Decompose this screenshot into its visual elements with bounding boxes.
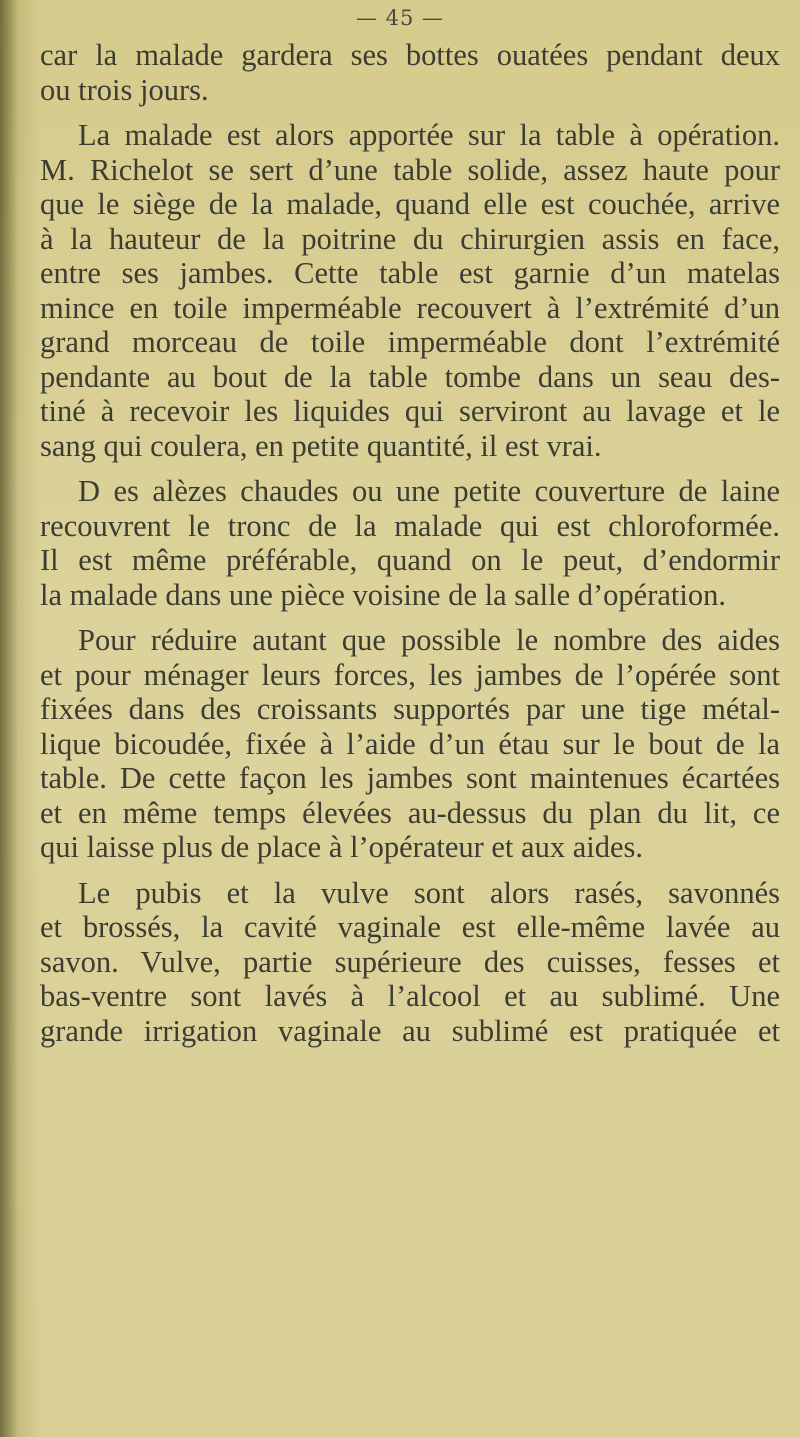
text-line: à la hauteur de la poitrine du chirurgien assis en face,	[40, 221, 780, 256]
text-line: la malade dans une pièce voisine de la salle d’opération.	[40, 577, 726, 612]
text-line: ou trois jours.	[40, 72, 209, 107]
text-line: M. Richelot se sert d’une table solide, assez haute pour	[40, 152, 780, 187]
text-line: grand morceau de toile imperméable dont l’extrémité	[40, 325, 780, 359]
text-line: Pour réduire autant que possible le nombre des aides	[78, 623, 780, 657]
text-line: La malade est alors apportée sur la table à opération.	[78, 118, 780, 152]
text-line: et en même temps élevées au-dessus du plan du lit, ce	[40, 795, 780, 830]
text-line: savon. Vulve, partie supérieure des cuisses, fesses et	[40, 944, 780, 979]
paragraph	[40, 38, 780, 107]
text-line: tiné à recevoir les liquides qui serviront au lavage et le	[40, 394, 780, 428]
text-line: entre ses jambes. Cette table est garnie d’un matelas	[40, 256, 780, 290]
text-line: et pour ménager leurs forces, les jambes de l’opérée sont	[40, 657, 780, 692]
paragraph	[40, 118, 780, 463]
paragraph	[40, 474, 780, 612]
paragraph	[40, 623, 780, 865]
text-line: pendante au bout de la table tombe dans un seau des-	[40, 359, 780, 394]
text-line: car la malade gardera ses bottes ouatées pendant deux	[40, 38, 780, 72]
text-line: lique bicoudée, fixée à l’aide d’un étau sur le bout de la	[40, 726, 780, 761]
text-line: et brossés, la cavité vaginale est elle-même lavée au	[40, 910, 780, 944]
body-text	[40, 38, 780, 1048]
text-line: fixées dans des croissants supportés par une tige métal-	[40, 692, 780, 726]
text-line: bas-ventre sont lavés à l’alcool et au sublimé. Une	[40, 979, 780, 1013]
text-line: qui laisse plus de place à l’opérateur et aux aides.	[40, 830, 643, 864]
binding-shadow	[0, 0, 18, 1437]
text-line: D es alèzes chaudes ou une petite couverture de laine	[78, 474, 780, 508]
text-line: que le siège de la malade, quand elle est couchée, arrive	[40, 187, 780, 221]
text-line: table. De cette façon les jambes sont maintenues écartées	[40, 761, 780, 795]
page-number: — 45 —	[355, 6, 445, 30]
text-line: Il est même préférable, quand on le peut, d’endormir	[40, 543, 780, 577]
text-line: sang qui coulera, en petite quantité, il est vrai.	[40, 428, 602, 463]
text-line: grande irrigation vaginale au sublimé est pratiquée et	[40, 1013, 780, 1048]
paragraph	[40, 876, 780, 1049]
text-line: mince en toile imperméable recouvert à l’extrémité d’un	[40, 290, 780, 325]
text-line: recouvrent le tronc de la malade qui est chloroformée.	[40, 508, 780, 543]
text-line: Le pubis et la vulve sont alors rasés, savonnés	[78, 875, 780, 910]
